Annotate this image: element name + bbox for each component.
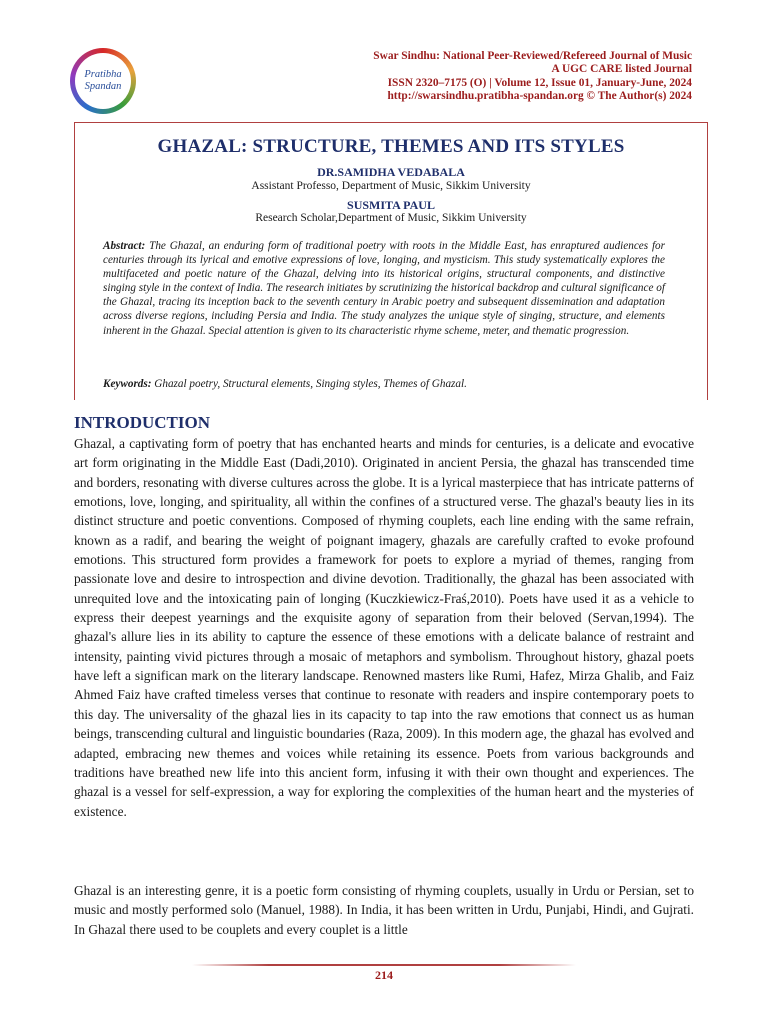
journal-logo <box>70 48 136 114</box>
paper-title: GHAZAL: STRUCTURE, THEMES AND ITS STYLES <box>157 136 625 157</box>
journal-header <box>373 50 692 103</box>
keywords <box>103 378 665 390</box>
frame-left-border <box>74 122 75 400</box>
author-name-1: DR.SAMIDHA VEDABALA <box>317 165 465 179</box>
abstract-label: Abstract: <box>103 240 146 252</box>
abstract-text: The Ghazal, an enduring form of traditional poetry with roots in the Middle East, has enraptured audiences for centuries through its lyrical and emotive expressions of love, longing, and mysticism. This study systematically explores the multifaceted and poetic nature of the Ghazal, delving into its historical origins, structural components, and distinctive singing style in the context of India. The research initiates by scrutinizing the historical backdrop and cultural significance of the Ghazal, tracing its inception back to the seventh century in Arabic poetry and subsequent dissemination and adaptation across diverse regions, including Persia and India. The study analyzes the unique style of singing, structure, and elements inherent in the Ghazal. Special attention is given to its characteristic rhyme scheme, meter, and thematic progression. <box>103 240 665 337</box>
logo-text-line1: Pratibha <box>84 69 122 80</box>
section-heading: INTRODUCTION <box>74 413 211 432</box>
journal-url: http://swarsindhu.pratibha-spandan.org © The Author(s) 2024 <box>387 89 692 102</box>
paragraph-1: Ghazal, a captivating form of poetry that has enchanted hearts and minds for centuries, is a delicate and evocative art form originating in the Middle East (Dadi,2010). Originated in ancient Persia, the ghazal has transcended time and borders, resonating with diverse cultures across the globe. It is a lyrical masterpiece that has intricate patterns of emotions, love, longing, and spirituality, all within the confines of a structured verse. The ghazal's beauty lies in its distinct structure and poetic conventions. Composed of rhyming couplets, each line ending with the same refrain, known as a radif, and bearing the weight of poignant imagery, ghazals are carefully crafted to evoke profound emotions. This structured form provides a framework for poets to explore a myriad of themes, ranging from passionate love and desire to introspection and divine devotion. Traditionally, the ghazal has been associated with unrequited love and the intoxicating pain of longing (Kuczkiewicz-Fraś,2010). Poets have used it as a vehicle to express their deepest yearnings and the exquisite agony of separation from their beloved (Servan,1994). The ghazal's allure lies in its ability to capture the essence of these emotions with a delicate balance of restraint and intensity, painting vivid pictures through a mosaic of metaphors and symbolism. Throughout history, ghazal poets have left a significan mark on the literary landscape. Renowned masters like Rumi, Hafez, Mirza Ghalib, and Faiz Ahmed Faiz have crafted timeless verses that continue to resonate with readers and inspire contemporary poets to this day. The universality of the ghazal lies in its capacity to tap into the raw emotions that connect us as human beings, transcending cultural and linguistic boundaries (Raza, 2009). In this modern age, the ghazal has evolved and adapted, embracing new themes and voices while retaining its essence. Poets from various backgrounds and traditions have breathed new life into this ancient form, infusing it with their own thought and experiences. The ghazal is a vessel for self-expression, a way for exploring the complexities of the human heart and the mysteries of existence. <box>74 436 694 819</box>
paragraph-2: Ghazal is an interesting genre, it is a poetic form consisting of rhyming couplets, usually in Urdu or Persian, set to music and mostly performed solo (Manuel, 1988). In India, it has been written in Urdu, Punjabi, Hindi, and Gujrati. In Ghazal there used to be couplets and every couplet is a little <box>74 883 694 937</box>
author-affiliation-1: Assistant Professo, Department of Music, Sikkim University <box>251 180 531 192</box>
author-name-2: SUSMITA PAUL <box>347 198 435 212</box>
journal-name: Swar Sindhu: National Peer-Reviewed/Refereed Journal of Music <box>373 50 692 62</box>
journal-issue: ISSN 2320–7175 (O) | Volume 12, Issue 01, January-June, 2024 <box>387 76 692 89</box>
logo-text-line2: Spandan <box>84 81 122 92</box>
keywords-text: Ghazal poetry, Structural elements, Singing styles, Themes of Ghazal. <box>154 378 467 390</box>
frame-right-border <box>707 122 708 400</box>
keywords-label: Keywords: <box>103 378 152 390</box>
abstract <box>103 239 665 338</box>
author-affiliation-2: Research Scholar,Department of Music, Sikkim University <box>255 212 527 224</box>
header-rule <box>74 122 708 123</box>
page-number: 214 <box>375 968 393 982</box>
footer-rule <box>192 964 576 966</box>
journal-listing: A UGC CARE listed Journal <box>551 63 692 76</box>
